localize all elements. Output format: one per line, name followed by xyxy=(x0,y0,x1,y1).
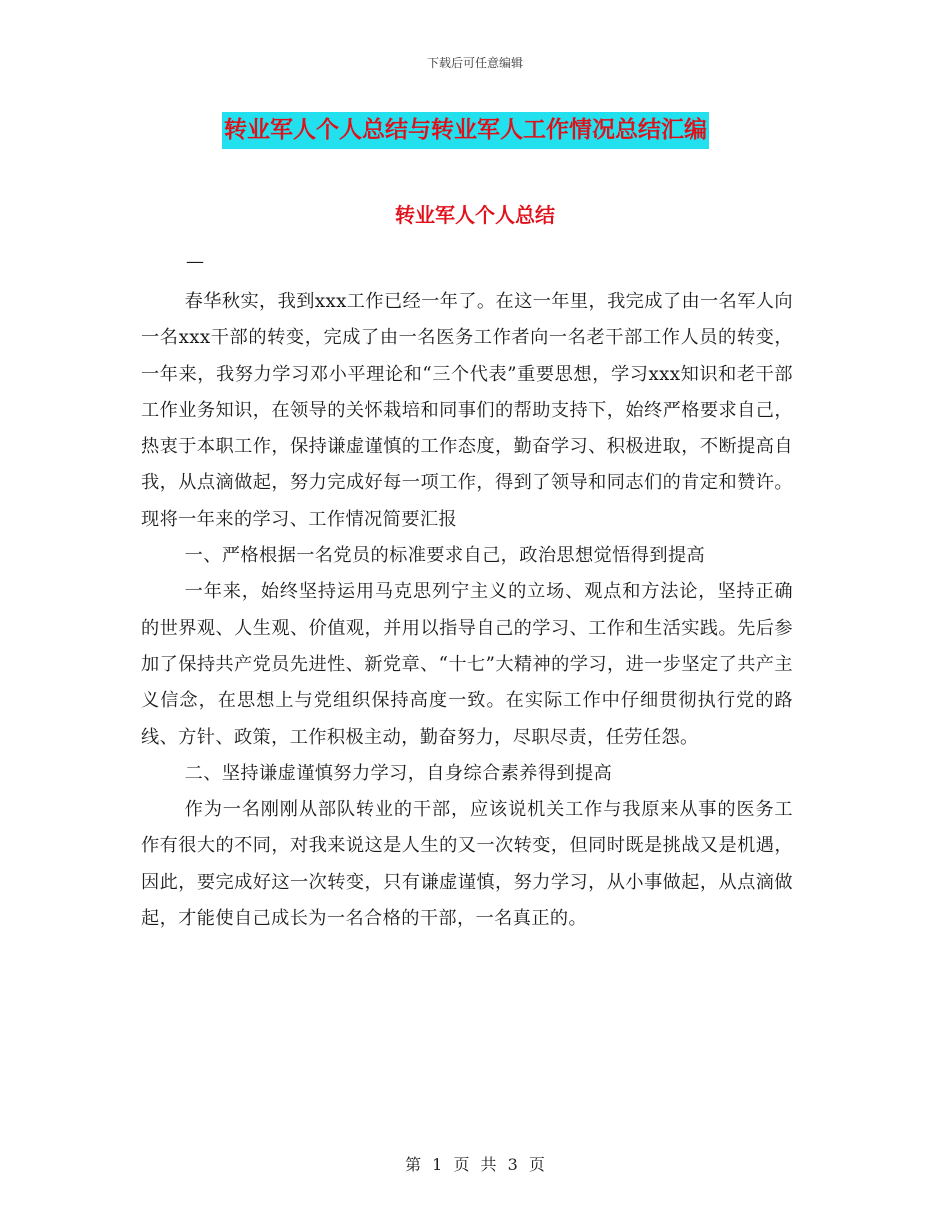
section-title: 转业军人个人总结 xyxy=(395,203,555,227)
paragraph-two: 作为一名刚刚从部队转业的干部，应该说机关工作与我原来从事的医务工作有很大的不同，对我来说这是人生的又一次转变，但同时既是挑战又是机遇，因此，要完成好这一次转变，只有谦虚谨慎，努力学习，从小事做起，从点滴做起，才能使自己成长为一名合格的干部，一名真正的。 xyxy=(141,799,793,930)
paragraph-intro: 春华秋实，我到xxx工作已经一年了。在这一年里，我完成了由一名军人向一名xxx干部的转变，完成了由一名医务工作者向一名老干部工作人员的转变，一年来，我努力学习邓小平理论和“三个代表”重要思想，学习xxx知识和老干部工作业务知识，在领导的关怀栽培和同事们的帮助支持下，始终严格要求自己，热衷于本职工作，保持谦虚谨慎的工作态度，勤奋学习、积极进取，不断提高自我，从点滴做起，努力完成好每一项工作，得到了领导和同志们的肯定和赞许。现将一年来的学习、工作情况简要汇报 xyxy=(141,291,793,530)
page-footer: 第 1 页 共 3 页 xyxy=(405,1155,545,1174)
document-title: 转业军人个人总结与转业军人工作情况总结汇编 xyxy=(222,112,709,149)
heading-two: 二、坚持谦虚谨慎努力学习，自身综合素养得到提高 xyxy=(184,762,613,784)
paragraph-one: 一年来，始终坚持运用马克思列宁主义的立场、观点和方法论，坚持正确的世界观、人生观、价值观，并用以指导自己的学习、工作和生活实践。先后参加了保持共产党员先进性、新党章、“十七”大精神的学习，进一步坚定了共产主义信念，在思想上与党组织保持高度一致。在实际工作中仔细贯彻执行党的路线、方针、政策，工作积极主动，勤奋努力，尽职尽责，任劳任怨。 xyxy=(141,581,793,748)
heading-one: 一、严格根据一名党员的标准要求自己，政治思想觉悟得到提高 xyxy=(184,545,706,567)
body-text xyxy=(141,284,793,937)
header-note: 下载后可任意编辑 xyxy=(426,56,523,70)
section-dash: — xyxy=(186,251,204,272)
